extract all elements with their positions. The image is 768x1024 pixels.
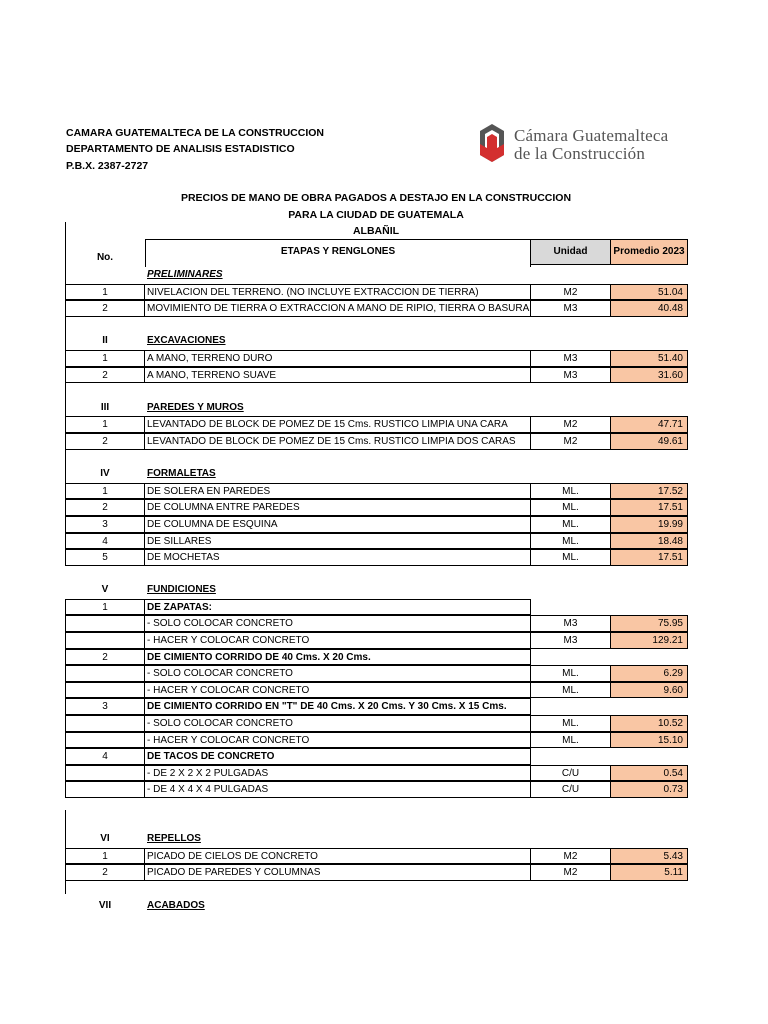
blank-row [64, 798, 688, 815]
row-number: 2 [65, 864, 145, 881]
blank-row [64, 881, 688, 898]
table-row [64, 682, 688, 699]
row-unit: ML. [531, 715, 611, 732]
blank-row [64, 450, 688, 467]
row-description: PICADO DE PAREDES Y COLUMNAS [145, 864, 531, 881]
row-description: DE MOCHETAS [145, 549, 531, 566]
row-description: DE SOLERA EN PAREDES [145, 483, 531, 500]
logo-line-2: de la Construcción [514, 144, 646, 163]
table-row [64, 549, 688, 566]
table-row [64, 848, 688, 865]
row-description: DE COLUMNA DE ESQUINA [145, 516, 531, 533]
section-title: PAREDES Y MUROS [147, 401, 244, 413]
row-unit: ML. [531, 665, 611, 682]
row-number [65, 781, 145, 798]
report-subtitle: PARA LA CIUDAD DE GUATEMALA [288, 209, 464, 221]
row-unit: ML. [531, 483, 611, 500]
table-row [64, 284, 688, 301]
row-unit: C/U [531, 781, 611, 798]
row-description: - DE 4 X 4 X 4 PULGADAS [145, 781, 531, 798]
price-table [64, 222, 688, 914]
header-unit: Unidad [531, 239, 611, 265]
row-description: - SOLO COLOCAR CONCRETO [145, 615, 531, 632]
row-unit: ML. [531, 499, 611, 516]
section-row [64, 267, 688, 284]
row-description: - HACER Y COLOCAR CONCRETO [145, 732, 531, 749]
row-price: 18.48 [611, 533, 688, 550]
row-price: 51.40 [611, 350, 688, 367]
row-price: 10.52 [611, 715, 688, 732]
row-number [65, 682, 145, 699]
row-price: 0.54 [611, 765, 688, 782]
row-price: 9.60 [611, 682, 688, 699]
row-description: LEVANTADO DE BLOCK DE POMEZ DE 15 Cms. RUSTICO LIMPIA UNA CARA [145, 416, 531, 433]
row-unit: M3 [531, 632, 611, 649]
section-number: IV [100, 468, 110, 480]
subheading-row [64, 698, 688, 715]
row-number: 2 [65, 300, 145, 317]
row-unit: M3 [531, 615, 611, 632]
header-desc: ETAPAS Y RENGLONES [145, 239, 531, 267]
section-row [64, 831, 688, 848]
section-number: V [101, 584, 109, 596]
row-number: 2 [65, 367, 145, 384]
row-unit: M2 [531, 416, 611, 433]
table-row [64, 715, 688, 732]
row-price: 129.21 [611, 632, 688, 649]
row-description: LEVANTADO DE BLOCK DE POMEZ DE 15 Cms. RUSTICO LIMPIA DOS CARAS [145, 433, 531, 450]
row-number [65, 715, 145, 732]
cgc-logo-icon [478, 122, 506, 166]
org-name: CAMARA GUATEMALTECA DE LA CONSTRUCCION [66, 127, 325, 139]
row-unit: ML. [531, 682, 611, 699]
row-number [65, 732, 145, 749]
table-row [64, 499, 688, 516]
section-title: FORMALETAS [147, 468, 216, 480]
row-number [65, 765, 145, 782]
row-price: 31.60 [611, 367, 688, 384]
row-description: DE CIMIENTO CORRIDO DE 40 Cms. X 20 Cms. [145, 649, 531, 666]
section-number: III [100, 401, 110, 413]
cgc-logo [478, 122, 688, 166]
row-number: 1 [65, 416, 145, 433]
table-row [64, 665, 688, 682]
section-number: II [102, 335, 108, 347]
section-title: REPELLOS [147, 833, 201, 845]
header-no: No. [96, 252, 114, 263]
report-title: PRECIOS DE MANO DE OBRA PAGADOS A DESTAJO EN LA CONSTRUCCION [180, 192, 572, 204]
blank-row [64, 815, 688, 832]
table-row [64, 433, 688, 450]
row-description: DE ZAPATAS: [145, 599, 531, 616]
row-description: DE SILLARES [145, 533, 531, 550]
table-row [64, 615, 688, 632]
section-number: VI [100, 833, 110, 845]
trade-name: ALBAÑIL [352, 225, 400, 237]
table-row [64, 781, 688, 798]
section-title: PRELIMINARES [147, 269, 223, 280]
table-row [64, 350, 688, 367]
table-row [64, 300, 688, 317]
table-row [64, 632, 688, 649]
row-number: 1 [65, 848, 145, 865]
table-header [64, 239, 688, 267]
row-unit: M2 [531, 284, 611, 301]
row-unit: ML. [531, 732, 611, 749]
row-number: 2 [65, 499, 145, 516]
blank-row [64, 383, 688, 400]
row-description: DE CIMIENTO CORRIDO EN "T" DE 40 Cms. X 20 Cms. Y 30 Cms. X 15 Cms. [145, 698, 531, 715]
row-number: 4 [65, 533, 145, 550]
header-prom: Promedio 2023 [611, 239, 688, 265]
row-price: 17.51 [611, 499, 688, 516]
section-row [64, 333, 688, 350]
row-price: 17.51 [611, 549, 688, 566]
section-row [64, 400, 688, 417]
row-unit: M3 [531, 300, 611, 317]
row-unit: ML. [531, 516, 611, 533]
row-number: 5 [65, 549, 145, 566]
row-description: A MANO, TERRENO SUAVE [145, 367, 531, 384]
row-description: DE COLUMNA ENTRE PAREDES [145, 499, 531, 516]
row-description: PICADO DE CIELOS DE CONCRETO [145, 848, 531, 865]
table-row [64, 416, 688, 433]
row-unit: M2 [531, 433, 611, 450]
row-price: 51.04 [611, 284, 688, 301]
row-unit: M2 [531, 848, 611, 865]
row-number: 1 [65, 350, 145, 367]
row-description: - HACER Y COLOCAR CONCRETO [145, 682, 531, 699]
subheading-row [64, 599, 688, 616]
table-row [64, 483, 688, 500]
row-number: 1 [65, 483, 145, 500]
row-description: - HACER Y COLOCAR CONCRETO [145, 632, 531, 649]
section-row [64, 466, 688, 483]
row-number: 2 [65, 649, 145, 666]
row-number [65, 665, 145, 682]
row-description: DE TACOS DE CONCRETO [145, 748, 531, 765]
row-price: 0.73 [611, 781, 688, 798]
row-price: 75.95 [611, 615, 688, 632]
section-row [64, 898, 688, 915]
row-number: 1 [65, 599, 145, 616]
row-price: 47.71 [611, 416, 688, 433]
row-description: NIVELACION DEL TERRENO. (NO INCLUYE EXTRACCION DE TIERRA) [145, 284, 531, 301]
row-unit: C/U [531, 765, 611, 782]
row-unit: ML. [531, 533, 611, 550]
row-description: - SOLO COLOCAR CONCRETO [145, 715, 531, 732]
row-number [65, 632, 145, 649]
row-number: 4 [65, 748, 145, 765]
row-price: 40.48 [611, 300, 688, 317]
row-number: 2 [65, 433, 145, 450]
row-price: 49.61 [611, 433, 688, 450]
section-number: VII [98, 899, 112, 911]
row-price: 15.10 [611, 732, 688, 749]
row-price: 5.11 [611, 864, 688, 881]
section-number [65, 267, 145, 284]
row-unit: M3 [531, 367, 611, 384]
blank-row [64, 317, 688, 334]
table-row [64, 765, 688, 782]
row-description: A MANO, TERRENO DURO [145, 350, 531, 367]
row-number: 1 [65, 284, 145, 301]
row-number: 3 [65, 516, 145, 533]
row-price: 6.29 [611, 665, 688, 682]
table-body [64, 267, 688, 914]
row-price: 17.52 [611, 483, 688, 500]
logo-line-1: Cámara Guatemalteca [514, 126, 669, 145]
row-price: 5.43 [611, 848, 688, 865]
section-title: FUNDICIONES [147, 584, 216, 596]
section-row [64, 582, 688, 599]
row-description: - DE 2 X 2 X 2 PULGADAS [145, 765, 531, 782]
section-title: EXCAVACIONES [147, 335, 226, 347]
department-name: DEPARTAMENTO DE ANALISIS ESTADISTICO [66, 143, 295, 155]
phone-number: P.B.X. 2387-2727 [66, 160, 149, 172]
table-row [64, 367, 688, 384]
row-number: 3 [65, 698, 145, 715]
table-row [64, 864, 688, 881]
section-title: ACABADOS [147, 899, 205, 911]
row-unit: M3 [531, 350, 611, 367]
row-unit: M2 [531, 864, 611, 881]
row-number [65, 615, 145, 632]
subheading-row [64, 748, 688, 765]
table-row [64, 732, 688, 749]
blank-row [64, 566, 688, 583]
row-description: MOVIMIENTO DE TIERRA O EXTRACCION A MANO DE RIPIO, TIERRA O BASURA [145, 300, 531, 317]
row-price: 19.99 [611, 516, 688, 533]
row-unit: ML. [531, 549, 611, 566]
table-row [64, 516, 688, 533]
table-row [64, 533, 688, 550]
row-description: - SOLO COLOCAR CONCRETO [145, 665, 531, 682]
subheading-row [64, 649, 688, 666]
